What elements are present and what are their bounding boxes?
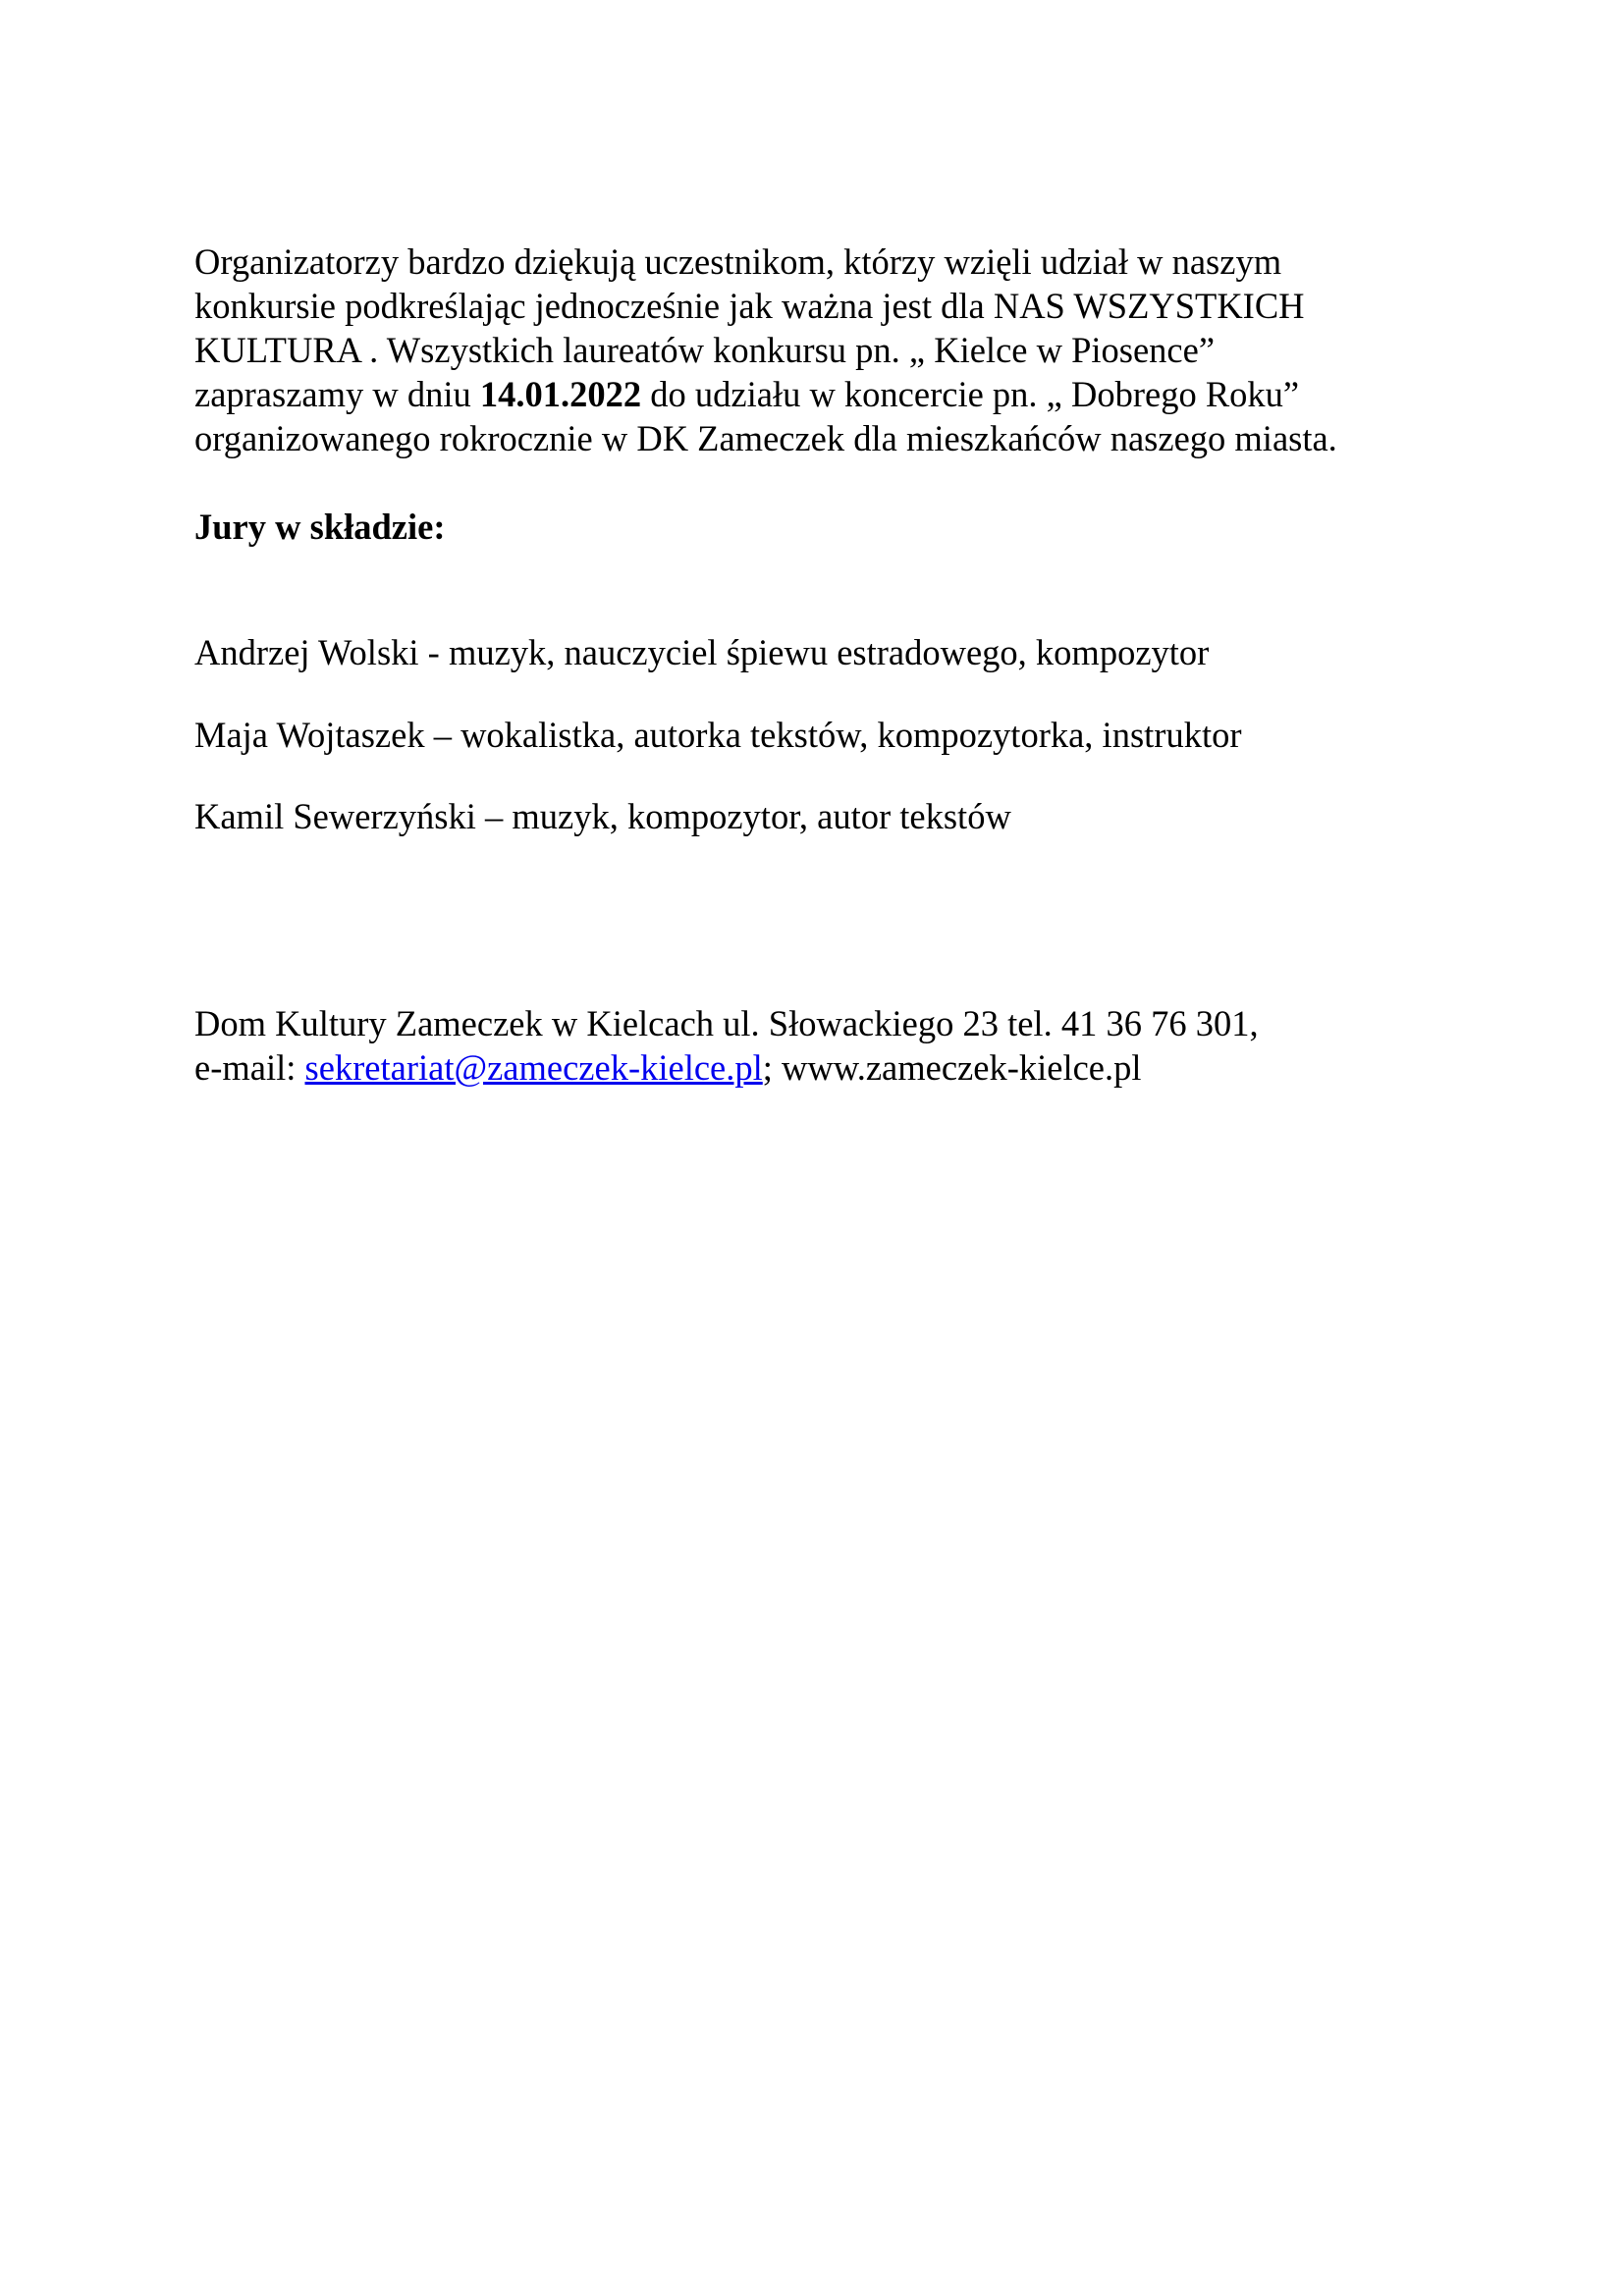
website-text: ; www.zameczek-kielce.pl	[762, 1047, 1142, 1088]
jury-heading: Jury w składzie:	[194, 507, 446, 547]
contact-address: Dom Kultury Zameczek w Kielcach ul. Słowackiego 23 tel. 41 36 76 301,	[194, 1003, 1259, 1043]
jury-member-2: Maja Wojtaszek – wokalistka, autorka tekstów, kompozytorka, instruktor	[194, 715, 1242, 755]
intro-paragraph	[194, 240, 1451, 460]
intro-line-2: konkursie podkreślając jednocześnie jak ważna jest dla NAS WSZYSTKICH	[194, 286, 1305, 326]
contact-email-line	[194, 1045, 1259, 1090]
contact-block	[194, 1001, 1259, 1090]
intro-line-3: KULTURA . Wszystkich laureatów konkursu pn. „ Kielce w Piosence”	[194, 330, 1216, 370]
jury-member-3: Kamil Sewerzyński – muzyk, kompozytor, autor tekstów	[194, 796, 1011, 836]
intro-line-5: organizowanego rokrocznie w DK Zameczek dla mieszkańców naszego miasta.	[194, 418, 1337, 458]
email-label: e-mail:	[194, 1047, 305, 1088]
email-link[interactable]: sekretariat@zameczek-kielce.pl	[304, 1047, 763, 1088]
intro-line-1: Organizatorzy bardzo dziękują uczestnikom, którzy wzięli udział w naszym	[194, 241, 1282, 282]
intro-line-4-after: do udziału w koncercie pn. „ Dobrego Roku”	[641, 374, 1300, 414]
concert-date: 14.01.2022	[479, 374, 642, 414]
intro-line-4-before: zapraszamy w dniu	[194, 374, 480, 414]
jury-member-1: Andrzej Wolski - muzyk, nauczyciel śpiewu estradowego, kompozytor	[194, 632, 1210, 672]
intro-line-4	[194, 372, 1451, 416]
